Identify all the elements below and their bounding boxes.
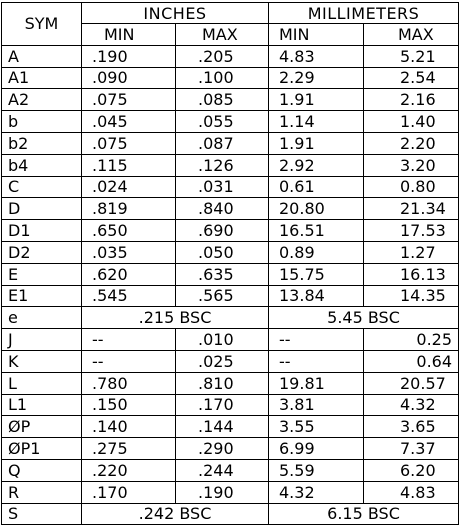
- cell-mm-min: 0.61: [269, 176, 364, 198]
- cell-inches-min: .035: [82, 241, 176, 263]
- table-row: [2, 220, 459, 242]
- cell-sym: L1: [2, 394, 82, 416]
- cell-mm-max: 0.80: [364, 176, 459, 198]
- cell-inches-max: .170: [176, 394, 269, 416]
- table-row: [2, 416, 459, 438]
- cell-sym: ØP: [2, 416, 82, 438]
- cell-inches-max: .087: [176, 132, 269, 154]
- cell-inches-min: .650: [82, 220, 176, 242]
- table-row: [2, 438, 459, 460]
- cell-mm-min: 2.92: [269, 154, 364, 176]
- cell-inches-max: .690: [176, 220, 269, 242]
- table-row: [2, 89, 459, 111]
- header-mm-min: MIN: [269, 24, 364, 45]
- header-inches-max: MAX: [176, 24, 269, 45]
- cell-inches-max: .244: [176, 459, 269, 481]
- table-row: [2, 132, 459, 154]
- cell-inches-min: .090: [82, 67, 176, 89]
- table-row: [2, 459, 459, 481]
- cell-inches-min: .220: [82, 459, 176, 481]
- cell-mm-min: --: [269, 329, 364, 351]
- cell-inches-min: --: [82, 350, 176, 372]
- cell-inches-max: .635: [176, 263, 269, 285]
- cell-sym: J: [2, 329, 82, 351]
- table-row: [2, 45, 459, 67]
- cell-sym: A: [2, 45, 82, 67]
- cell-mm-max: 5.21: [364, 45, 459, 67]
- cell-sym: A2: [2, 89, 82, 111]
- cell-mm-bsc: 6.15 BSC: [269, 503, 459, 525]
- cell-inches-max: .085: [176, 89, 269, 111]
- header-row-units: [2, 3, 459, 24]
- cell-inches-min: .140: [82, 416, 176, 438]
- cell-mm-min: 3.81: [269, 394, 364, 416]
- header-millimeters: MILLIMETERS: [269, 3, 459, 24]
- table-row: [2, 394, 459, 416]
- cell-mm-max: 3.20: [364, 154, 459, 176]
- cell-mm-max: 21.34: [364, 198, 459, 220]
- cell-inches-min: .075: [82, 89, 176, 111]
- cell-sym: D1: [2, 220, 82, 242]
- cell-inches-bsc: .215 BSC: [82, 307, 269, 329]
- cell-inches-max: .205: [176, 45, 269, 67]
- cell-mm-max: 1.27: [364, 241, 459, 263]
- cell-sym: E: [2, 263, 82, 285]
- cell-mm-max: 1.40: [364, 111, 459, 133]
- cell-mm-min: 1.91: [269, 89, 364, 111]
- cell-mm-min: 20.80: [269, 198, 364, 220]
- cell-inches-max: .290: [176, 438, 269, 460]
- cell-sym: D: [2, 198, 82, 220]
- cell-mm-max: 6.20: [364, 459, 459, 481]
- table-row: [2, 329, 459, 351]
- table-row: [2, 176, 459, 198]
- cell-inches-bsc: .242 BSC: [82, 503, 269, 525]
- cell-inches-min: .819: [82, 198, 176, 220]
- cell-mm-min: 6.99: [269, 438, 364, 460]
- table-row: [2, 350, 459, 372]
- cell-mm-max: 14.35: [364, 285, 459, 307]
- cell-sym: Q: [2, 459, 82, 481]
- cell-sym: R: [2, 481, 82, 503]
- cell-mm-max: 17.53: [364, 220, 459, 242]
- cell-inches-min: .545: [82, 285, 176, 307]
- cell-sym: D2: [2, 241, 82, 263]
- dimension-table: [1, 2, 459, 525]
- cell-sym: C: [2, 176, 82, 198]
- cell-mm-max: 2.54: [364, 67, 459, 89]
- header-inches: INCHES: [82, 3, 269, 24]
- cell-mm-min: 0.89: [269, 241, 364, 263]
- cell-inches-max: .031: [176, 176, 269, 198]
- cell-sym: K: [2, 350, 82, 372]
- cell-mm-max: 2.20: [364, 132, 459, 154]
- cell-inches-min: .780: [82, 372, 176, 394]
- cell-inches-min: .075: [82, 132, 176, 154]
- cell-mm-max: 3.65: [364, 416, 459, 438]
- cell-inches-max: .055: [176, 111, 269, 133]
- cell-mm-min: --: [269, 350, 364, 372]
- table-row: [2, 241, 459, 263]
- cell-inches-min: .620: [82, 263, 176, 285]
- cell-inches-max: .840: [176, 198, 269, 220]
- cell-sym: L: [2, 372, 82, 394]
- cell-mm-max: 20.57: [364, 372, 459, 394]
- cell-mm-min: 16.51: [269, 220, 364, 242]
- cell-inches-max: .810: [176, 372, 269, 394]
- cell-mm-min: 15.75: [269, 263, 364, 285]
- cell-mm-min: 4.83: [269, 45, 364, 67]
- cell-mm-max: 7.37: [364, 438, 459, 460]
- cell-sym: b: [2, 111, 82, 133]
- header-inches-min: MIN: [82, 24, 176, 45]
- cell-inches-min: .024: [82, 176, 176, 198]
- cell-sym: b2: [2, 132, 82, 154]
- cell-mm-min: 1.14: [269, 111, 364, 133]
- cell-mm-max: 0.64: [364, 350, 459, 372]
- dimension-table-body: [2, 3, 459, 525]
- cell-mm-max: 0.25: [364, 329, 459, 351]
- cell-inches-max: .025: [176, 350, 269, 372]
- cell-sym: b4: [2, 154, 82, 176]
- cell-inches-max: .190: [176, 481, 269, 503]
- cell-mm-min: 2.29: [269, 67, 364, 89]
- table-row: [2, 263, 459, 285]
- cell-mm-bsc: 5.45 BSC: [269, 307, 459, 329]
- table-row: [2, 481, 459, 503]
- header-mm-max: MAX: [364, 24, 459, 45]
- table-row: [2, 67, 459, 89]
- cell-inches-min: .045: [82, 111, 176, 133]
- table-row: [2, 198, 459, 220]
- cell-mm-min: 4.32: [269, 481, 364, 503]
- cell-sym: A1: [2, 67, 82, 89]
- cell-inches-min: .115: [82, 154, 176, 176]
- header-sym: SYM: [2, 3, 82, 46]
- cell-sym: S: [2, 503, 82, 525]
- cell-mm-min: 3.55: [269, 416, 364, 438]
- cell-mm-min: 5.59: [269, 459, 364, 481]
- table-row: [2, 503, 459, 525]
- cell-inches-max: .126: [176, 154, 269, 176]
- cell-mm-max: 4.32: [364, 394, 459, 416]
- cell-sym: e: [2, 307, 82, 329]
- table-row: [2, 285, 459, 307]
- cell-inches-min: .190: [82, 45, 176, 67]
- cell-inches-max: .100: [176, 67, 269, 89]
- cell-inches-max: .010: [176, 329, 269, 351]
- cell-sym: ØP1: [2, 438, 82, 460]
- table-row: [2, 307, 459, 329]
- cell-mm-max: 2.16: [364, 89, 459, 111]
- table-row: [2, 372, 459, 394]
- cell-inches-min: .275: [82, 438, 176, 460]
- cell-mm-min: 19.81: [269, 372, 364, 394]
- cell-inches-min: .170: [82, 481, 176, 503]
- table-row: [2, 154, 459, 176]
- cell-inches-min: .150: [82, 394, 176, 416]
- cell-inches-max: .050: [176, 241, 269, 263]
- cell-mm-max: 4.83: [364, 481, 459, 503]
- table-row: [2, 111, 459, 133]
- cell-mm-min: 1.91: [269, 132, 364, 154]
- cell-mm-min: 13.84: [269, 285, 364, 307]
- cell-mm-max: 16.13: [364, 263, 459, 285]
- cell-sym: E1: [2, 285, 82, 307]
- cell-inches-max: .144: [176, 416, 269, 438]
- cell-inches-max: .565: [176, 285, 269, 307]
- cell-inches-min: --: [82, 329, 176, 351]
